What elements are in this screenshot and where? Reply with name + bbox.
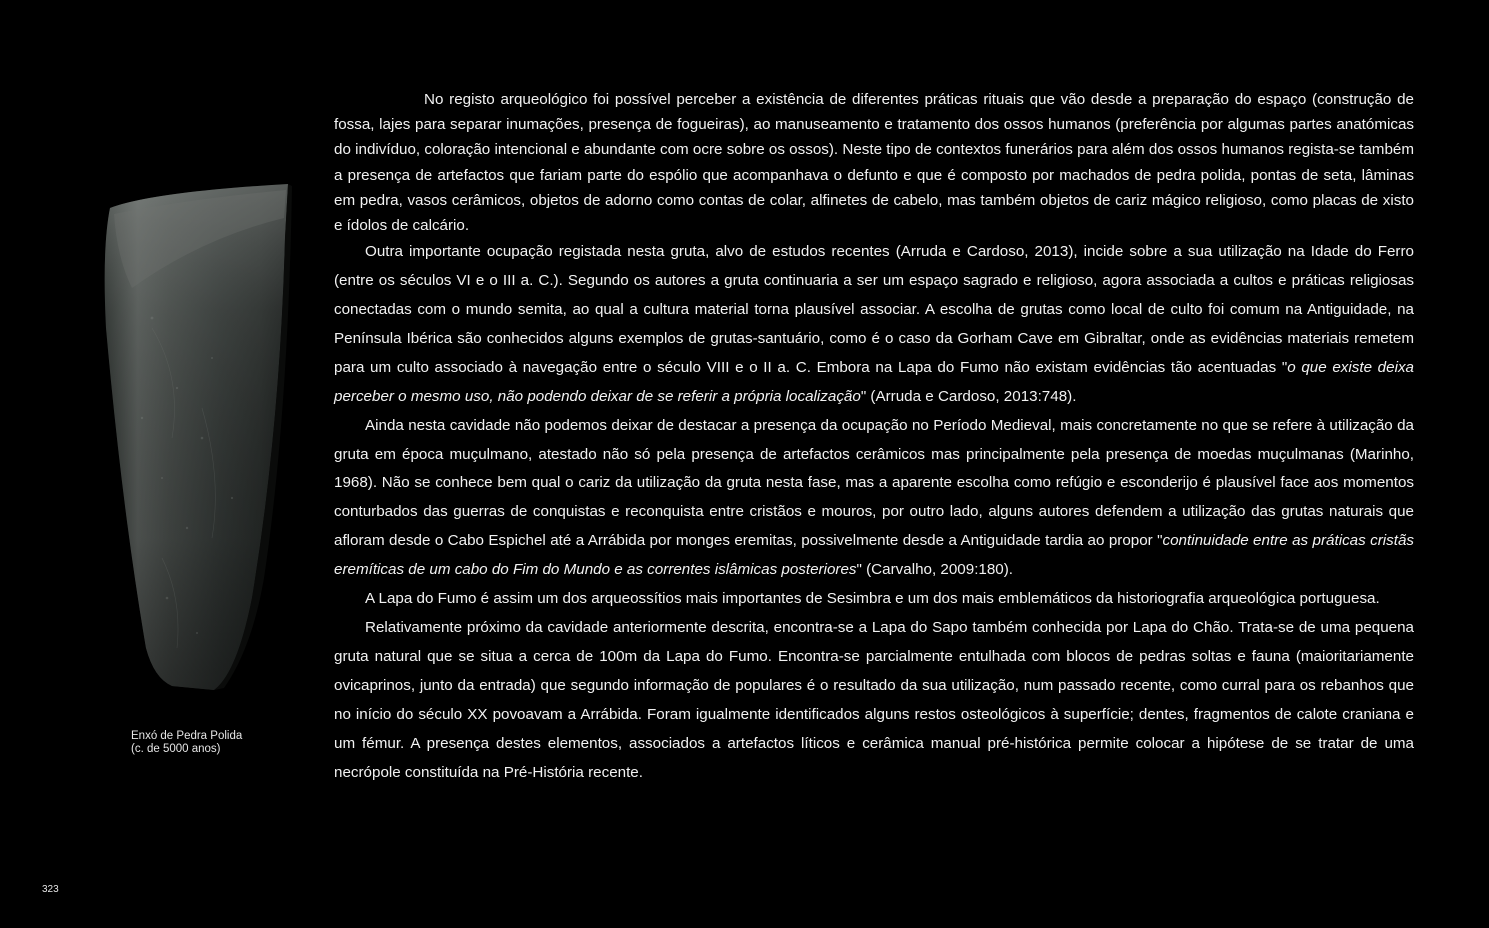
- stone-adze-photo: [92, 178, 297, 698]
- figure-caption: [131, 730, 242, 756]
- paragraph-text: Ainda nesta cavidade não podemos deixar de destacar a presença da ocupação no Período Medieval, mais concretamente no que se refere à utilização da gruta em época muçulmano, atestado não só pela presença de artefactos cerâmicos mas principalmente pela presença de moedas muçulmanas (Marinho, 1968). Não se conhece bem qual o cariz da utilização da gruta nesta fase, mas a aparente escolha como refúgio e esconderijo é plausível face aos momentos conturbados das guerras de conquistas e reconquista entre cristãos e mouros, por outro lado, alguns autores defendem a utilização das grutas naturais que afloram desde o Cabo Espichel até a Arrábida por monges eremitas, possivelmente desde a Antiguidade tardia ao propor ": [334, 416, 1414, 550]
- paragraph-text: Outra importante ocupação registada nesta gruta, alvo de estudos recentes (Arruda e Cardoso, 2013), incide sobre a sua utilização na Idade do Ferro (entre os séculos VI e o III a. C.). Segundo os autores a gruta continuaria a ser um espaço sagrado e religioso, agora associada a cultos e práticas religiosas conectadas com o mundo semita, ao qual a cultura material torna plausível associar. A escolha de grutas como local de culto foi comum na Antiguidade, na Península Ibérica são conhecidos alguns exemplos de grutas-santuário, como é o caso da Gorham Cave em Gibraltar, onde as evidências materiais remetem para um culto associado à navegação entre o século VIII e o II a. C. Embora na Lapa do Fumo não existam evidências tão acentuadas ": [334, 243, 1414, 376]
- paragraph-text: " (Carvalho, 2009:180).: [856, 561, 1014, 579]
- body-text: [334, 87, 1414, 787]
- page-number: 323: [42, 884, 59, 895]
- italic-quote: o que existe deixa perceber o mesmo uso, não podendo deixar de se referir a própria localização: [334, 358, 1414, 405]
- paragraph-lapa-do-fumo: A Lapa do Fumo é assim um dos arqueossítios mais importantes de Sesimbra e um dos mais emblemáticos da historiografia arqueológica portuguesa.: [365, 590, 1380, 608]
- paragraph-text: " (Arruda e Cardoso, 2013:748).: [860, 387, 1077, 405]
- italic-quote: continuidade entre as práticas cristãs eremíticas de um cabo do Fim do Mundo e as correntes islâmicas posteriores: [334, 532, 1414, 579]
- caption-title: Enxó de Pedra Polida: [131, 730, 243, 742]
- paragraph-medieval: [334, 412, 1414, 585]
- paragraph-lapa-do-sapo: Relativamente próximo da cavidade anteriormente descrita, encontra-se a Lapa do Sapo também conhecida por Lapa do Chão. Trata-se de uma pequena gruta natural que se situa a cerca de 100m da Lapa do Fumo. Encontra-se parcialmente entulhada com blocos de pedras soltas e fauna (maioritariamente ovicaprinos, junto da entrada) que segundo informação de populares é o resultado da sua utilização, num passado recente, como curral para os rebanhos que no início do século XX povoavam a Arrábida. Foram igualmente identificados alguns restos osteológicos à superfície; dentes, fragmentos de calote craniana e um fémur. A presença destes elementos, associados a artefactos líticos e cerâmica manual pré-histórica permite colocar a hipótese de se tratar de uma necrópole constituída na Pré-História recente.: [334, 619, 1414, 781]
- paragraph-rituals: No registo arqueológico foi possível perceber a existência de diferentes práticas rituais que vão desde a preparação do espaço (construção de fossa, lajes para separar inumações, presença de fogueiras), ao manuseamento e tratamento dos ossos humanos (preferência por algumas partes anatómicas do indivíduo, coloração intencional e abundante com ocre sobre os ossos). Neste tipo de contextos funerários para além dos ossos humanos regista-se também a presença de artefactos que fariam parte do espólio que acompanhava o defunto e que é composto por machados de pedra polida, pontas de seta, lâminas em pedra, vasos cerâmicos, objetos de adorno como contas de colar, alfinetes de cabelo, mas também objetos de cariz mágico religioso, como placas de xisto e ídolos de calcário.: [334, 91, 1414, 235]
- caption-date: (c. de 5000 anos): [131, 743, 221, 755]
- paragraph-iron-age: [334, 238, 1414, 411]
